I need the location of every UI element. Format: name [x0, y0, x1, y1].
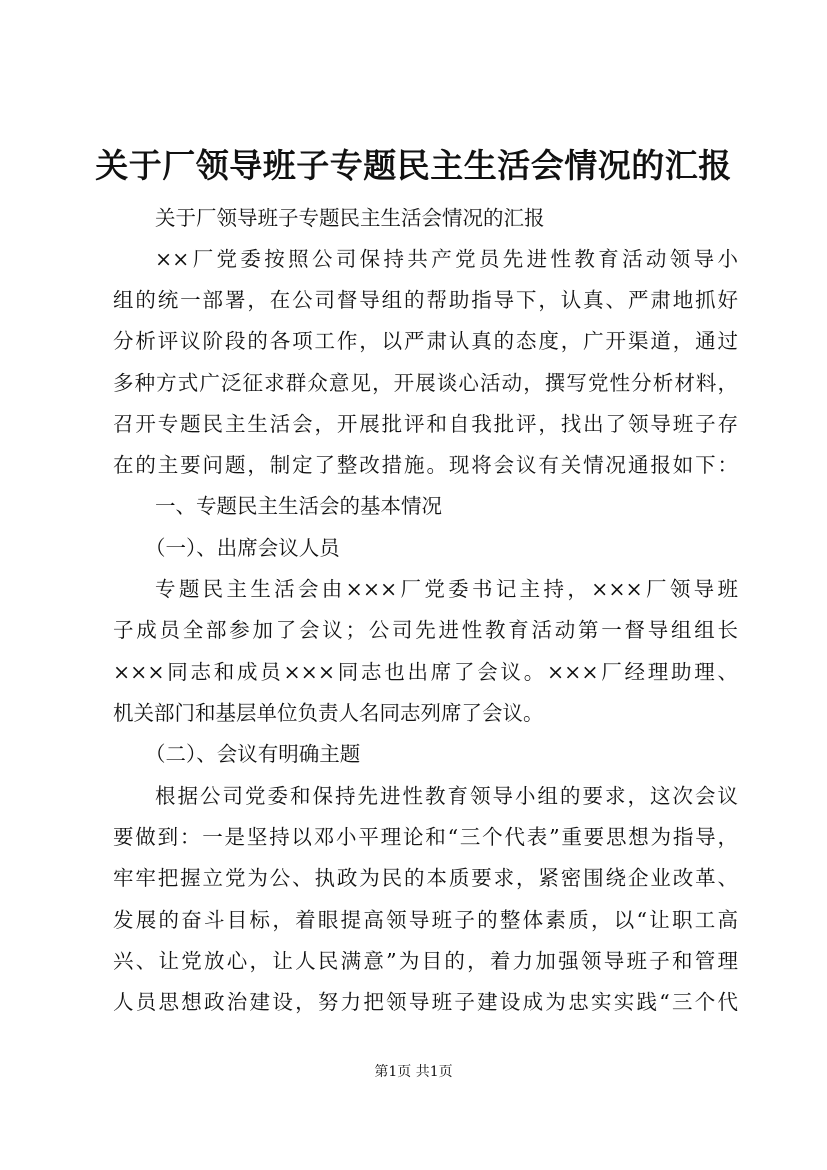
paragraph-line: 发展的奋斗目标，着眼提高领导班子的整体素质，以“让职工高 [113, 908, 738, 932]
paragraph-line: 机关部门和基层单位负责人名同志列席了会议。 [113, 701, 544, 725]
paragraph-line: 召开专题民主生活会，开展批评和自我批评，找出了领导班子存 [113, 412, 738, 436]
paragraph-line: 分析评议阶段的各项工作，以严肃认真的态度，广开渠道，通过 [113, 329, 738, 353]
paragraph-line: 多种方式广泛征求群众意见，开展谈心活动，撰写党性分析材料， [113, 371, 738, 395]
paragraph-line: 人员思想政治建设，努力把领导班子建设成为忠实实践“三个代 [113, 990, 738, 1014]
paragraph-line: 在的主要问题，制定了整改措施。现将会议有关情况通报如下： [113, 453, 738, 477]
paragraph-line: 要做到：一是坚持以邓小平理论和“三个代表”重要思想为指导， [113, 825, 738, 849]
page-number-footer: 第1页 共1页 [374, 1064, 453, 1080]
paragraph-line: 牢牢把握立党为公、执政为民的本质要求，紧密围绕企业改革、 [113, 866, 738, 890]
paragraph-line: 兴、让党放心，让人民满意”为目的，着力加强领导班子和管理 [113, 949, 738, 973]
subtitle-line: 关于厂领导班子专题民主生活会情况的汇报 [155, 206, 545, 230]
paragraph-line: 组的统一部署，在公司督导组的帮助指导下，认真、严肃地抓好 [113, 288, 738, 312]
paragraph-line: 子成员全部参加了会议；公司先进性教育活动第一督导组组长 [113, 618, 738, 642]
section-heading: 一、专题民主生活会的基本情况 [155, 494, 442, 518]
paragraph-line: 根据公司党委和保持先进性教育领导小组的要求，这次会议 [155, 784, 738, 808]
paragraph-line: 专题民主生活会由×××厂党委书记主持，×××厂领导班 [155, 577, 738, 601]
subsection-heading: （一）、出席会议人员 [145, 536, 340, 560]
document-title: 关于厂领导班子专题民主生活会情况的汇报 [95, 146, 732, 185]
paragraph-line: ×××同志和成员×××同志也出席了会议。×××厂经理助理、 [113, 660, 738, 684]
subsection-heading: （二）、会议有明确主题 [145, 742, 361, 766]
paragraph-line: ××厂党委按照公司保持共产党员先进性教育活动领导小 [155, 247, 738, 271]
